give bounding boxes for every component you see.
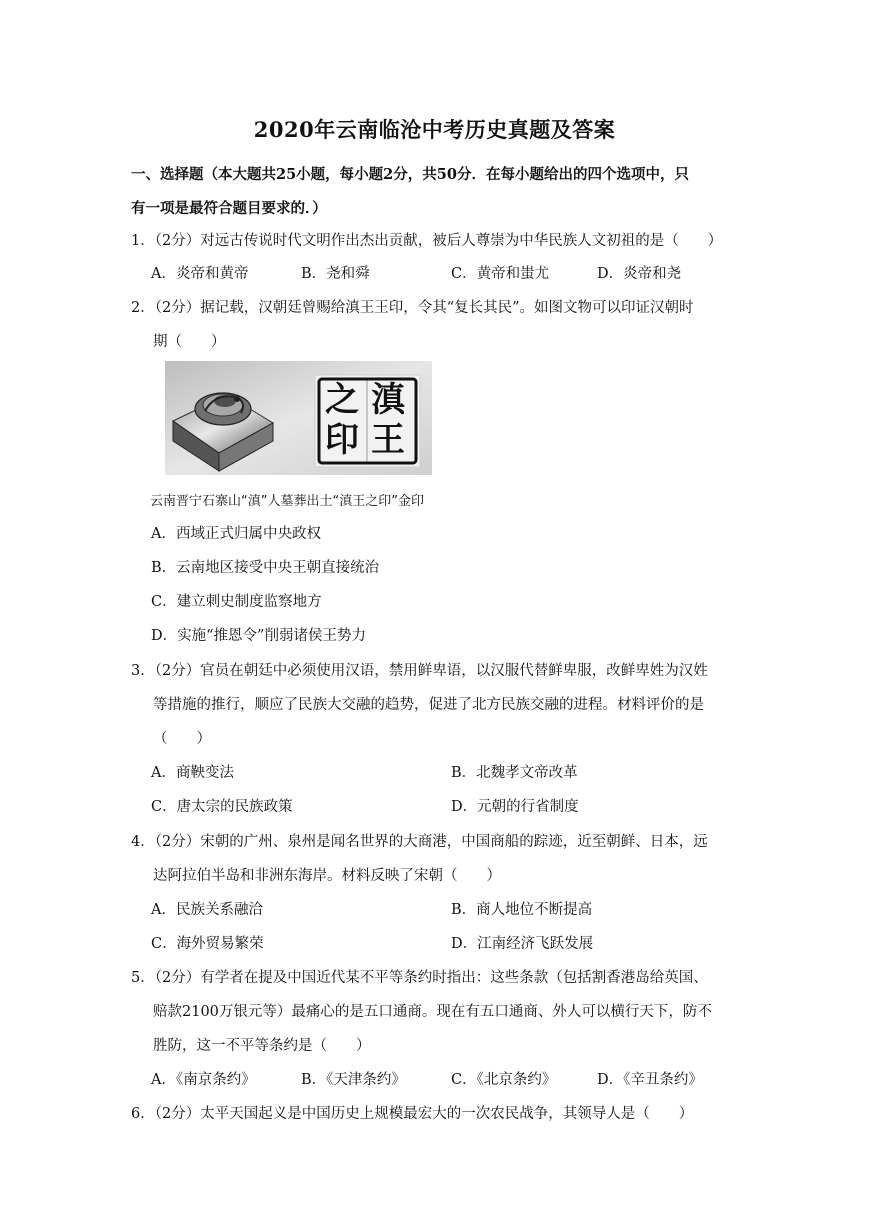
question-1-option-d: D．炎帝和尧 bbox=[597, 266, 682, 282]
question-4-option-c: C．海外贸易繁荣 bbox=[151, 936, 264, 952]
question-1-option-c: C．黄帝和蚩尤 bbox=[451, 266, 550, 282]
question-2-option-b: B．云南地区接受中央王朝直接统治 bbox=[151, 560, 380, 576]
question-5-option-b: B．《天津条约》 bbox=[301, 1072, 406, 1088]
question-5-option-d: D．《辛丑条约》 bbox=[597, 1072, 703, 1088]
question-1-stem: 1．（2分）对远古传说时代文明作出杰出贡献，被后人尊崇为中华民族人文初祖的是（ ） bbox=[131, 233, 723, 249]
question-1-option-b: B．尧和舜 bbox=[301, 266, 370, 282]
seal-char-zhi: 之 bbox=[325, 380, 359, 420]
question-2-option-c: C．建立刺史制度监察地方 bbox=[151, 594, 322, 610]
question-5-stem-line-3: 胜防，这一不平等条约是（ ） bbox=[153, 1038, 371, 1054]
question-4-option-a: A．民族关系融洽 bbox=[151, 902, 263, 918]
seal-photo bbox=[165, 361, 432, 475]
question-2-option-d: D．实施“推恩令”削弱诸侯王势力 bbox=[151, 628, 366, 644]
question-3-option-a: A．商鞅变法 bbox=[151, 765, 234, 781]
question-6-stem: 6．（2分）太平天国起义是中国历史上规模最宏大的一次农民战争，其领导人是（ ） bbox=[131, 1106, 694, 1122]
seal-char-yin: 印 bbox=[325, 420, 359, 460]
question-2-stem-line-1: 2．（2分）据记载，汉朝廷曾赐给滇王王印，令其“复长其民”。如图文物可以印证汉朝时 bbox=[131, 300, 694, 316]
question-5-stem-line-2: 赔款2100万银元等）最痛心的是五口通商。现在有五口通商、外人可以横行天下，防不 bbox=[153, 1004, 712, 1020]
seal-char-wang: 王 bbox=[371, 420, 405, 460]
question-3-stem-line-2: 等措施的推行，顺应了民族大交融的趋势，促进了北方民族交融的进程。材料评价的是 bbox=[153, 697, 704, 713]
section-heading-line-1: 一、选择题（本大题共25小题，每小题2分，共50分．在每小题给出的四个选项中，只 bbox=[131, 166, 689, 183]
question-5-option-c: C．《北京条约》 bbox=[451, 1072, 557, 1088]
seal-char-dian: 滇 bbox=[371, 380, 405, 420]
page-title: 2020年云南临沧中考历史真题及答案 bbox=[253, 117, 616, 142]
question-2-option-a: A．西域正式归属中央政权 bbox=[151, 526, 321, 542]
question-3-option-d: D．元朝的行省制度 bbox=[451, 799, 579, 815]
question-4-stem-line-1: 4．（2分）宋朝的广州、泉州是闻名世界的大商港，中国商船的踪迹，近至朝鲜、日本，远 bbox=[131, 834, 708, 850]
question-5-stem-line-1: 5．（2分）有学者在提及中国近代某不平等条约时指出：这些条款（包括割香港岛给英国、 bbox=[131, 970, 708, 986]
question-4-option-b: B．商人地位不断提高 bbox=[451, 902, 593, 918]
figure-caption: 云南晋宁石寨山“滇”人墓葬出土“滇王之印”金印 bbox=[150, 494, 424, 509]
question-4-stem-line-2: 达阿拉伯半岛和非洲东海岸。材料反映了宋朝（ ） bbox=[153, 868, 501, 884]
question-3-stem-line-3: （ ） bbox=[153, 731, 211, 747]
question-3-option-c: C．唐太宗的民族政策 bbox=[151, 799, 293, 815]
question-1-option-a: A．炎帝和黄帝 bbox=[151, 266, 249, 282]
section-heading-line-2: 有一项是最符合题目要求的．） bbox=[131, 200, 327, 217]
question-3-stem-line-1: 3．（2分）官员在朝廷中必须使用汉语，禁用鲜卑语，以汉服代替鲜卑服，改鲜卑姓为汉姓 bbox=[131, 663, 708, 679]
question-2-stem-line-2: 期（ ） bbox=[153, 334, 226, 350]
question-5-option-a: A．《南京条约》 bbox=[151, 1072, 256, 1088]
question-3-option-b: B．北魏孝文帝改革 bbox=[451, 765, 578, 781]
question-4-option-d: D．江南经济飞跃发展 bbox=[451, 936, 594, 952]
